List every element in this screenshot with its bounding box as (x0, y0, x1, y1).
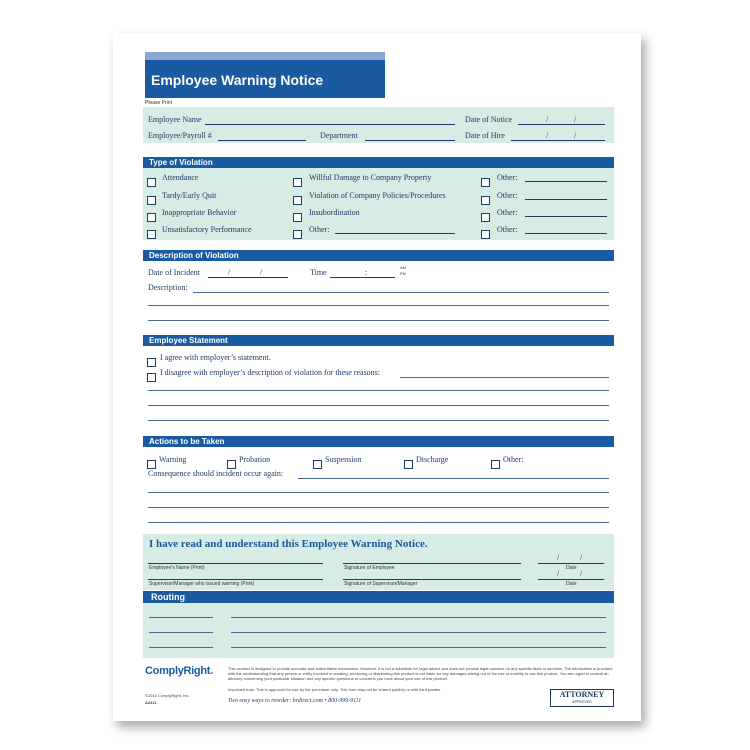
violation-item[interactable] (293, 191, 302, 209)
date-of-incident-field[interactable] (208, 277, 288, 278)
violation-heading: Type of Violation (149, 158, 213, 167)
consequence-line[interactable] (148, 522, 609, 523)
important-note: Important note: This is approved for use by the purchaser only. This form may not be shared publicly or with third parties. (228, 687, 442, 692)
supervisor-signature-field[interactable] (343, 579, 521, 580)
am-pm-selector[interactable] (400, 265, 406, 277)
attorney-approved-badge (550, 689, 614, 707)
checkbox[interactable] (491, 460, 500, 469)
employee-name-print-field[interactable] (148, 563, 323, 564)
consequence-line[interactable] (148, 507, 609, 508)
violation-other-field[interactable] (525, 233, 607, 234)
violation-item[interactable] (293, 208, 302, 226)
date-of-hire-field[interactable] (511, 140, 605, 141)
supervisor-date-field[interactable] (538, 579, 604, 580)
statement-line[interactable] (148, 420, 609, 421)
date-sep: / (557, 553, 560, 562)
please-print-note: Please Print (145, 100, 172, 106)
violation-item[interactable] (481, 191, 490, 209)
supervisor-signature-label: Signature of Supervisor/Manager (344, 581, 418, 587)
badge-sub: APPROVED (572, 700, 592, 704)
department-label: Department (320, 131, 358, 140)
checkbox[interactable] (147, 196, 156, 205)
date-of-notice-field[interactable] (518, 124, 605, 125)
consequence-line[interactable] (148, 492, 609, 493)
action-option[interactable] (491, 455, 500, 473)
action-label: Suspension (325, 455, 362, 464)
description-line[interactable] (148, 305, 609, 306)
warning-notice-form (113, 33, 641, 721)
checkbox[interactable] (481, 178, 490, 187)
checkbox[interactable] (147, 460, 156, 469)
action-label: Probation (239, 455, 271, 464)
checkbox[interactable] (313, 460, 322, 469)
violation-label: Tardy/Early Quit (162, 191, 217, 200)
violation-other-field[interactable] (335, 233, 455, 234)
violation-label: Attendance (162, 173, 199, 182)
checkbox[interactable] (293, 230, 302, 239)
checkbox[interactable] (147, 230, 156, 239)
statement-line[interactable] (148, 405, 609, 406)
violation-label: Other: (497, 225, 518, 234)
checkbox[interactable] (481, 213, 490, 222)
violation-label: Other: (309, 225, 330, 234)
date-sep: / (260, 268, 263, 277)
routing-section-bar (143, 591, 614, 603)
action-label: Other: (503, 455, 524, 464)
supervisor-print-label: Supervisor/Manager who issued warning (Print) (149, 581, 255, 587)
agree-checkbox[interactable] (147, 358, 156, 367)
statement-section-bar (143, 335, 614, 346)
employee-name-print-label: Employee’s Name (Print) (149, 565, 205, 571)
copyright: ©2016 ComplyRight, Inc. (145, 693, 190, 698)
description-heading: Description of Violation (149, 251, 239, 260)
pm-option[interactable]: PM (400, 271, 406, 276)
disagree-checkbox-wrap[interactable] (147, 368, 156, 386)
checkbox[interactable] (293, 213, 302, 222)
consequence-line[interactable] (298, 478, 609, 479)
employee-payroll-label: Employee/Payroll # (148, 131, 212, 140)
violation-label: Other: (497, 173, 518, 182)
date-sep: / (574, 131, 577, 140)
violation-item[interactable] (293, 173, 302, 191)
employee-name-label: Employee Name (148, 115, 202, 124)
date-sep: / (557, 569, 560, 578)
violation-item[interactable] (147, 191, 156, 209)
consequence-label: Consequence should incident occur again: (148, 469, 284, 478)
agree-label: I agree with employer’s statement. (160, 353, 271, 362)
actions-heading: Actions to be Taken (149, 437, 225, 446)
info-block (143, 107, 614, 143)
date-of-hire-label: Date of Hire (465, 131, 505, 140)
employee-payroll-field[interactable] (218, 140, 306, 141)
violation-item[interactable] (293, 225, 302, 243)
violation-other-field[interactable] (525, 216, 607, 217)
date-of-incident-label: Date of Incident (148, 268, 200, 277)
time-sep: : (365, 268, 368, 277)
violation-other-field[interactable] (525, 181, 607, 182)
description-section-bar (143, 250, 614, 261)
actions-section-bar (143, 436, 614, 447)
date-sep: / (574, 115, 577, 124)
form-title: Employee Warning Notice (151, 72, 324, 88)
action-option[interactable] (404, 455, 413, 473)
violation-item[interactable] (481, 173, 490, 191)
action-label: Warning (159, 455, 187, 464)
violation-item[interactable] (147, 173, 156, 191)
supervisor-date-label: Date (566, 581, 577, 587)
checkbox[interactable] (227, 460, 236, 469)
routing-heading: Routing (151, 592, 185, 602)
violation-item[interactable] (481, 225, 490, 243)
date-of-notice-label: Date of Notice (465, 115, 513, 124)
date-sep: / (228, 268, 231, 277)
routing-line[interactable] (149, 617, 213, 618)
statement-line[interactable] (148, 390, 609, 391)
description-line[interactable] (193, 292, 609, 293)
supervisor-print-field[interactable] (148, 579, 323, 580)
routing-block (143, 603, 614, 658)
checkbox[interactable] (147, 178, 156, 187)
checkbox[interactable] (147, 213, 156, 222)
department-field[interactable] (365, 140, 455, 141)
description-label: Description: (148, 283, 188, 292)
violation-label: Violation of Company Policies/Procedures (309, 191, 446, 200)
checkbox[interactable] (293, 196, 302, 205)
date-sep: / (546, 115, 549, 124)
violation-label: Willful Damage to Company Property (309, 173, 432, 182)
date-sep: / (580, 553, 583, 562)
routing-line[interactable] (231, 617, 606, 618)
statement-heading: Employee Statement (149, 336, 228, 345)
disclaimer-text: This product is designed to provide accurate and authoritative information. However, it is not a substitute for legal advice and does not provide legal opinions on any specific facts or services. The information is provided with the understanding that any person or entity involved in creating, producing or distributing this product is not liable for any damages arising out of the use or inability to use this product. You are urged to consult an attorney concerning your particular situation and any specific questions or concerns you have about your use of this product. (228, 666, 613, 681)
employee-date-field[interactable] (538, 563, 604, 564)
employee-name-field[interactable] (205, 124, 455, 125)
time-label: Time (310, 268, 327, 277)
reorder-info: Two easy ways to reorder: hrdirect.com • 800-999-9111 (228, 698, 362, 704)
routing-line[interactable] (149, 632, 213, 633)
date-sep: / (546, 131, 549, 140)
violation-label: Unsatisfactory Performance (162, 225, 252, 234)
statement-line[interactable] (400, 377, 609, 378)
routing-line[interactable] (149, 647, 213, 648)
violation-label: Other: (497, 191, 518, 200)
checkbox[interactable] (481, 230, 490, 239)
violation-label: Insubordination (309, 208, 360, 217)
acknowledge-text: I have read and understand this Employee Warning Notice. (149, 538, 428, 550)
time-field[interactable] (330, 277, 395, 278)
violation-other-field[interactable] (525, 199, 607, 200)
routing-line[interactable] (231, 632, 606, 633)
disagree-checkbox[interactable] (147, 373, 156, 382)
checkbox[interactable] (404, 460, 413, 469)
am-option[interactable]: AM (400, 265, 406, 270)
employee-date-label: Date (566, 565, 577, 571)
disagree-label: I disagree with employer’s description of violation for these reasons: (160, 368, 381, 377)
checkbox[interactable] (481, 196, 490, 205)
employee-signature-label: Signature of Employee (344, 565, 395, 571)
action-option[interactable] (313, 455, 322, 473)
violation-item[interactable] (147, 225, 156, 243)
description-line[interactable] (148, 320, 609, 321)
badge-title: ATTORNEY (559, 690, 605, 699)
violation-item[interactable] (147, 208, 156, 226)
violation-label: Other: (497, 208, 518, 217)
form-code: A2311 (145, 700, 157, 705)
violation-label: Inappropriate Behavior (162, 208, 237, 217)
date-sep: / (580, 569, 583, 578)
violation-item[interactable] (481, 208, 490, 226)
action-label: Discharge (416, 455, 449, 464)
violation-section-bar (143, 157, 614, 168)
checkbox[interactable] (293, 178, 302, 187)
routing-line[interactable] (231, 647, 606, 648)
employee-signature-field[interactable] (343, 563, 521, 564)
complyright-logo: ComplyRight. (145, 665, 213, 677)
